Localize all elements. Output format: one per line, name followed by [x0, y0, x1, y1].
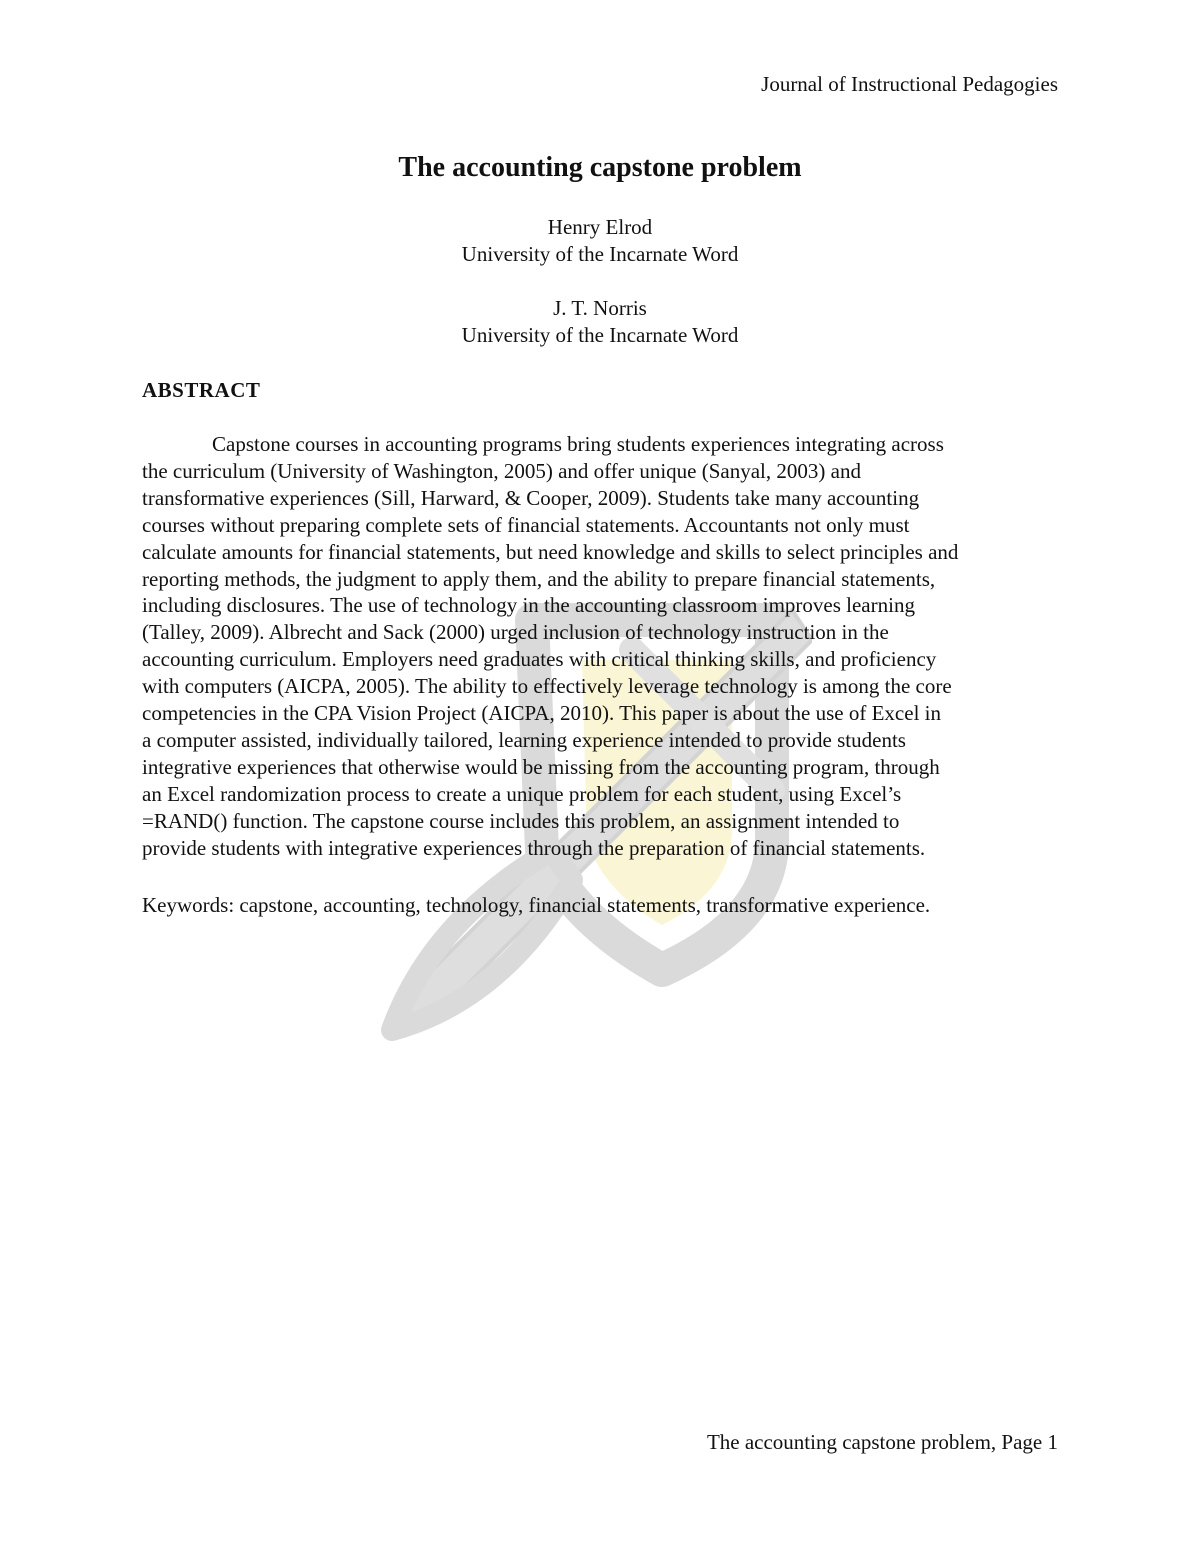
abstract-line: integrative experiences that otherwise would be missing from the accounting program, through — [142, 754, 940, 779]
author-affiliation: University of the Incarnate Word — [461, 242, 739, 266]
abstract-line: provide students with integrative experiences through the preparation of financial statements. — [142, 835, 926, 860]
author-name: J. T. Norris — [553, 296, 647, 320]
running-footer: The accounting capstone problem, Page 1 — [706, 1430, 1058, 1454]
author-list — [0, 214, 1200, 376]
abstract-line: Capstone courses in accounting programs bring students experiences integrating across — [212, 432, 944, 456]
abstract-line: =RAND() function. The capstone course includes this problem, an assignment intended to — [142, 808, 900, 833]
abstract-line: (Talley, 2009). Albrecht and Sack (2000) urged inclusion of technology instruction in the — [142, 620, 889, 645]
abstract-line: reporting methods, the judgment to apply them, and the ability to prepare financial statements, — [142, 566, 936, 591]
abstract-line: transformative experiences (Sill, Harward, & Cooper, 2009). Students take many accounting — [142, 485, 920, 510]
abstract-line: competencies in the CPA Vision Project (AICPA, 2010). This paper is about the use of Excel in — [142, 701, 941, 726]
running-header: Journal of Instructional Pedagogies — [761, 72, 1058, 96]
abstract-line: including disclosures. The use of technology in the accounting classroom improves learning — [142, 593, 915, 618]
paper-title: The accounting capstone problem — [398, 152, 802, 183]
abstract-heading: ABSTRACT — [142, 378, 261, 402]
abstract-line: a computer assisted, individually tailored, learning experience intended to provide students — [142, 727, 906, 752]
author-block — [0, 295, 1200, 349]
keywords: Keywords: capstone, accounting, technology, financial statements, transformative experience. — [142, 893, 931, 917]
abstract-line: the curriculum (University of Washington, 2005) and offer unique (Sanyal, 2003) and — [142, 458, 861, 483]
abstract-line: accounting curriculum. Employers need graduates with critical thinking skills, and proficiency — [142, 647, 937, 672]
abstract-line: an Excel randomization process to create a unique problem for each student, using Excel’s — [142, 781, 902, 806]
abstract-line: calculate amounts for financial statements, but need knowledge and skills to select principles and — [142, 539, 959, 564]
abstract-body — [142, 431, 1062, 862]
abstract-line: with computers (AICPA, 2005). The ability to effectively leverage technology is among the core — [142, 674, 952, 699]
author-affiliation: University of the Incarnate Word — [461, 323, 739, 347]
author-name: Henry Elrod — [547, 215, 653, 239]
abstract-line: courses without preparing complete sets of financial statements. Accountants not only must — [142, 512, 910, 537]
author-block — [0, 214, 1200, 268]
